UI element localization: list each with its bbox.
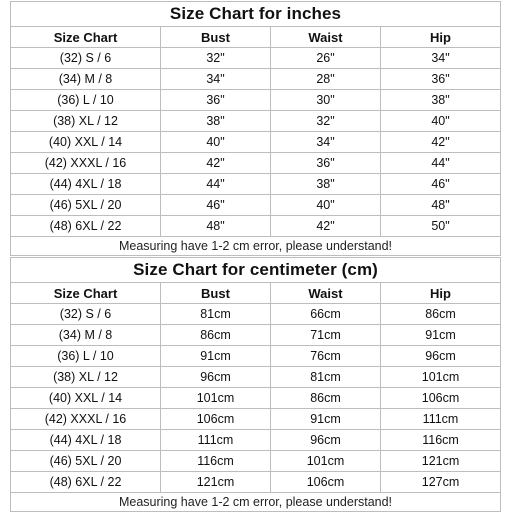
waist-cell: 32" <box>271 111 381 132</box>
waist-cell: 106cm <box>271 472 381 493</box>
size-cell: (48) 6XL / 22 <box>11 216 161 237</box>
table-row <box>11 111 501 132</box>
waist-cell: 36" <box>271 153 381 174</box>
size-cell: (36) L / 10 <box>11 90 161 111</box>
size-cell: (34) M / 8 <box>11 325 161 346</box>
table-row <box>11 346 501 367</box>
bust-cell: 101cm <box>161 388 271 409</box>
column-header-hip: Hip <box>381 283 501 304</box>
waist-cell: 38" <box>271 174 381 195</box>
column-header-waist: Waist <box>271 27 381 48</box>
bust-cell: 38" <box>161 111 271 132</box>
column-header-hip: Hip <box>381 27 501 48</box>
size-cell: (38) XL / 12 <box>11 367 161 388</box>
waist-cell: 30" <box>271 90 381 111</box>
column-header-size: Size Chart <box>11 283 161 304</box>
table-row <box>11 69 501 90</box>
table-row <box>11 451 501 472</box>
size-cell: (32) S / 6 <box>11 48 161 69</box>
table-row <box>11 388 501 409</box>
hip-cell: 50" <box>381 216 501 237</box>
table-row <box>11 409 501 430</box>
waist-cell: 76cm <box>271 346 381 367</box>
measurement-note: Measuring have 1-2 cm error, please understand! <box>11 237 501 256</box>
waist-cell: 40" <box>271 195 381 216</box>
measurement-note: Measuring have 1-2 cm error, please understand! <box>11 493 501 512</box>
column-header-bust: Bust <box>161 283 271 304</box>
waist-cell: 86cm <box>271 388 381 409</box>
header-row <box>11 283 501 304</box>
waist-cell: 101cm <box>271 451 381 472</box>
table-row <box>11 325 501 346</box>
hip-cell: 116cm <box>381 430 501 451</box>
hip-cell: 46" <box>381 174 501 195</box>
size-cell: (40) XXL / 14 <box>11 132 161 153</box>
waist-cell: 71cm <box>271 325 381 346</box>
bust-cell: 106cm <box>161 409 271 430</box>
size-cell: (48) 6XL / 22 <box>11 472 161 493</box>
hip-cell: 38" <box>381 90 501 111</box>
header-row <box>11 27 501 48</box>
bust-cell: 116cm <box>161 451 271 472</box>
table-row <box>11 90 501 111</box>
table-title: Size Chart for inches <box>11 2 501 27</box>
table-row <box>11 174 501 195</box>
size-cell: (36) L / 10 <box>11 346 161 367</box>
note-row <box>11 493 501 512</box>
bust-cell: 121cm <box>161 472 271 493</box>
waist-cell: 28" <box>271 69 381 90</box>
size-cell: (34) M / 8 <box>11 69 161 90</box>
waist-cell: 96cm <box>271 430 381 451</box>
waist-cell: 26" <box>271 48 381 69</box>
waist-cell: 42" <box>271 216 381 237</box>
column-header-waist: Waist <box>271 283 381 304</box>
table-row <box>11 48 501 69</box>
hip-cell: 96cm <box>381 346 501 367</box>
bust-cell: 86cm <box>161 325 271 346</box>
size-cell: (44) 4XL / 18 <box>11 430 161 451</box>
table-row <box>11 153 501 174</box>
title-row <box>11 258 501 283</box>
bust-cell: 91cm <box>161 346 271 367</box>
waist-cell: 34" <box>271 132 381 153</box>
hip-cell: 106cm <box>381 388 501 409</box>
table-row <box>11 367 501 388</box>
title-row <box>11 2 501 27</box>
waist-cell: 91cm <box>271 409 381 430</box>
size-table-centimeter <box>10 257 501 512</box>
hip-cell: 91cm <box>381 325 501 346</box>
bust-cell: 44" <box>161 174 271 195</box>
table-title: Size Chart for centimeter (cm) <box>11 258 501 283</box>
column-header-size: Size Chart <box>11 27 161 48</box>
size-cell: (38) XL / 12 <box>11 111 161 132</box>
hip-cell: 127cm <box>381 472 501 493</box>
note-row <box>11 237 501 256</box>
size-cell: (46) 5XL / 20 <box>11 451 161 472</box>
bust-cell: 40" <box>161 132 271 153</box>
size-cell: (40) XXL / 14 <box>11 388 161 409</box>
bust-cell: 96cm <box>161 367 271 388</box>
hip-cell: 36" <box>381 69 501 90</box>
bust-cell: 46" <box>161 195 271 216</box>
size-cell: (32) S / 6 <box>11 304 161 325</box>
bust-cell: 42" <box>161 153 271 174</box>
hip-cell: 34" <box>381 48 501 69</box>
bust-cell: 81cm <box>161 304 271 325</box>
bust-cell: 34" <box>161 69 271 90</box>
hip-cell: 111cm <box>381 409 501 430</box>
size-table-inches <box>10 1 501 256</box>
table-row <box>11 430 501 451</box>
size-cell: (42) XXXL / 16 <box>11 153 161 174</box>
size-cell: (42) XXXL / 16 <box>11 409 161 430</box>
table-row <box>11 132 501 153</box>
table-row <box>11 195 501 216</box>
hip-cell: 86cm <box>381 304 501 325</box>
hip-cell: 42" <box>381 132 501 153</box>
size-cell: (46) 5XL / 20 <box>11 195 161 216</box>
column-header-bust: Bust <box>161 27 271 48</box>
hip-cell: 40" <box>381 111 501 132</box>
table-body <box>11 2 501 256</box>
bust-cell: 36" <box>161 90 271 111</box>
table-row <box>11 216 501 237</box>
table-row <box>11 304 501 325</box>
bust-cell: 32" <box>161 48 271 69</box>
table-row <box>11 472 501 493</box>
size-cell: (44) 4XL / 18 <box>11 174 161 195</box>
hip-cell: 48" <box>381 195 501 216</box>
bust-cell: 111cm <box>161 430 271 451</box>
table-body <box>11 258 501 512</box>
waist-cell: 81cm <box>271 367 381 388</box>
hip-cell: 44" <box>381 153 501 174</box>
hip-cell: 101cm <box>381 367 501 388</box>
hip-cell: 121cm <box>381 451 501 472</box>
bust-cell: 48" <box>161 216 271 237</box>
waist-cell: 66cm <box>271 304 381 325</box>
